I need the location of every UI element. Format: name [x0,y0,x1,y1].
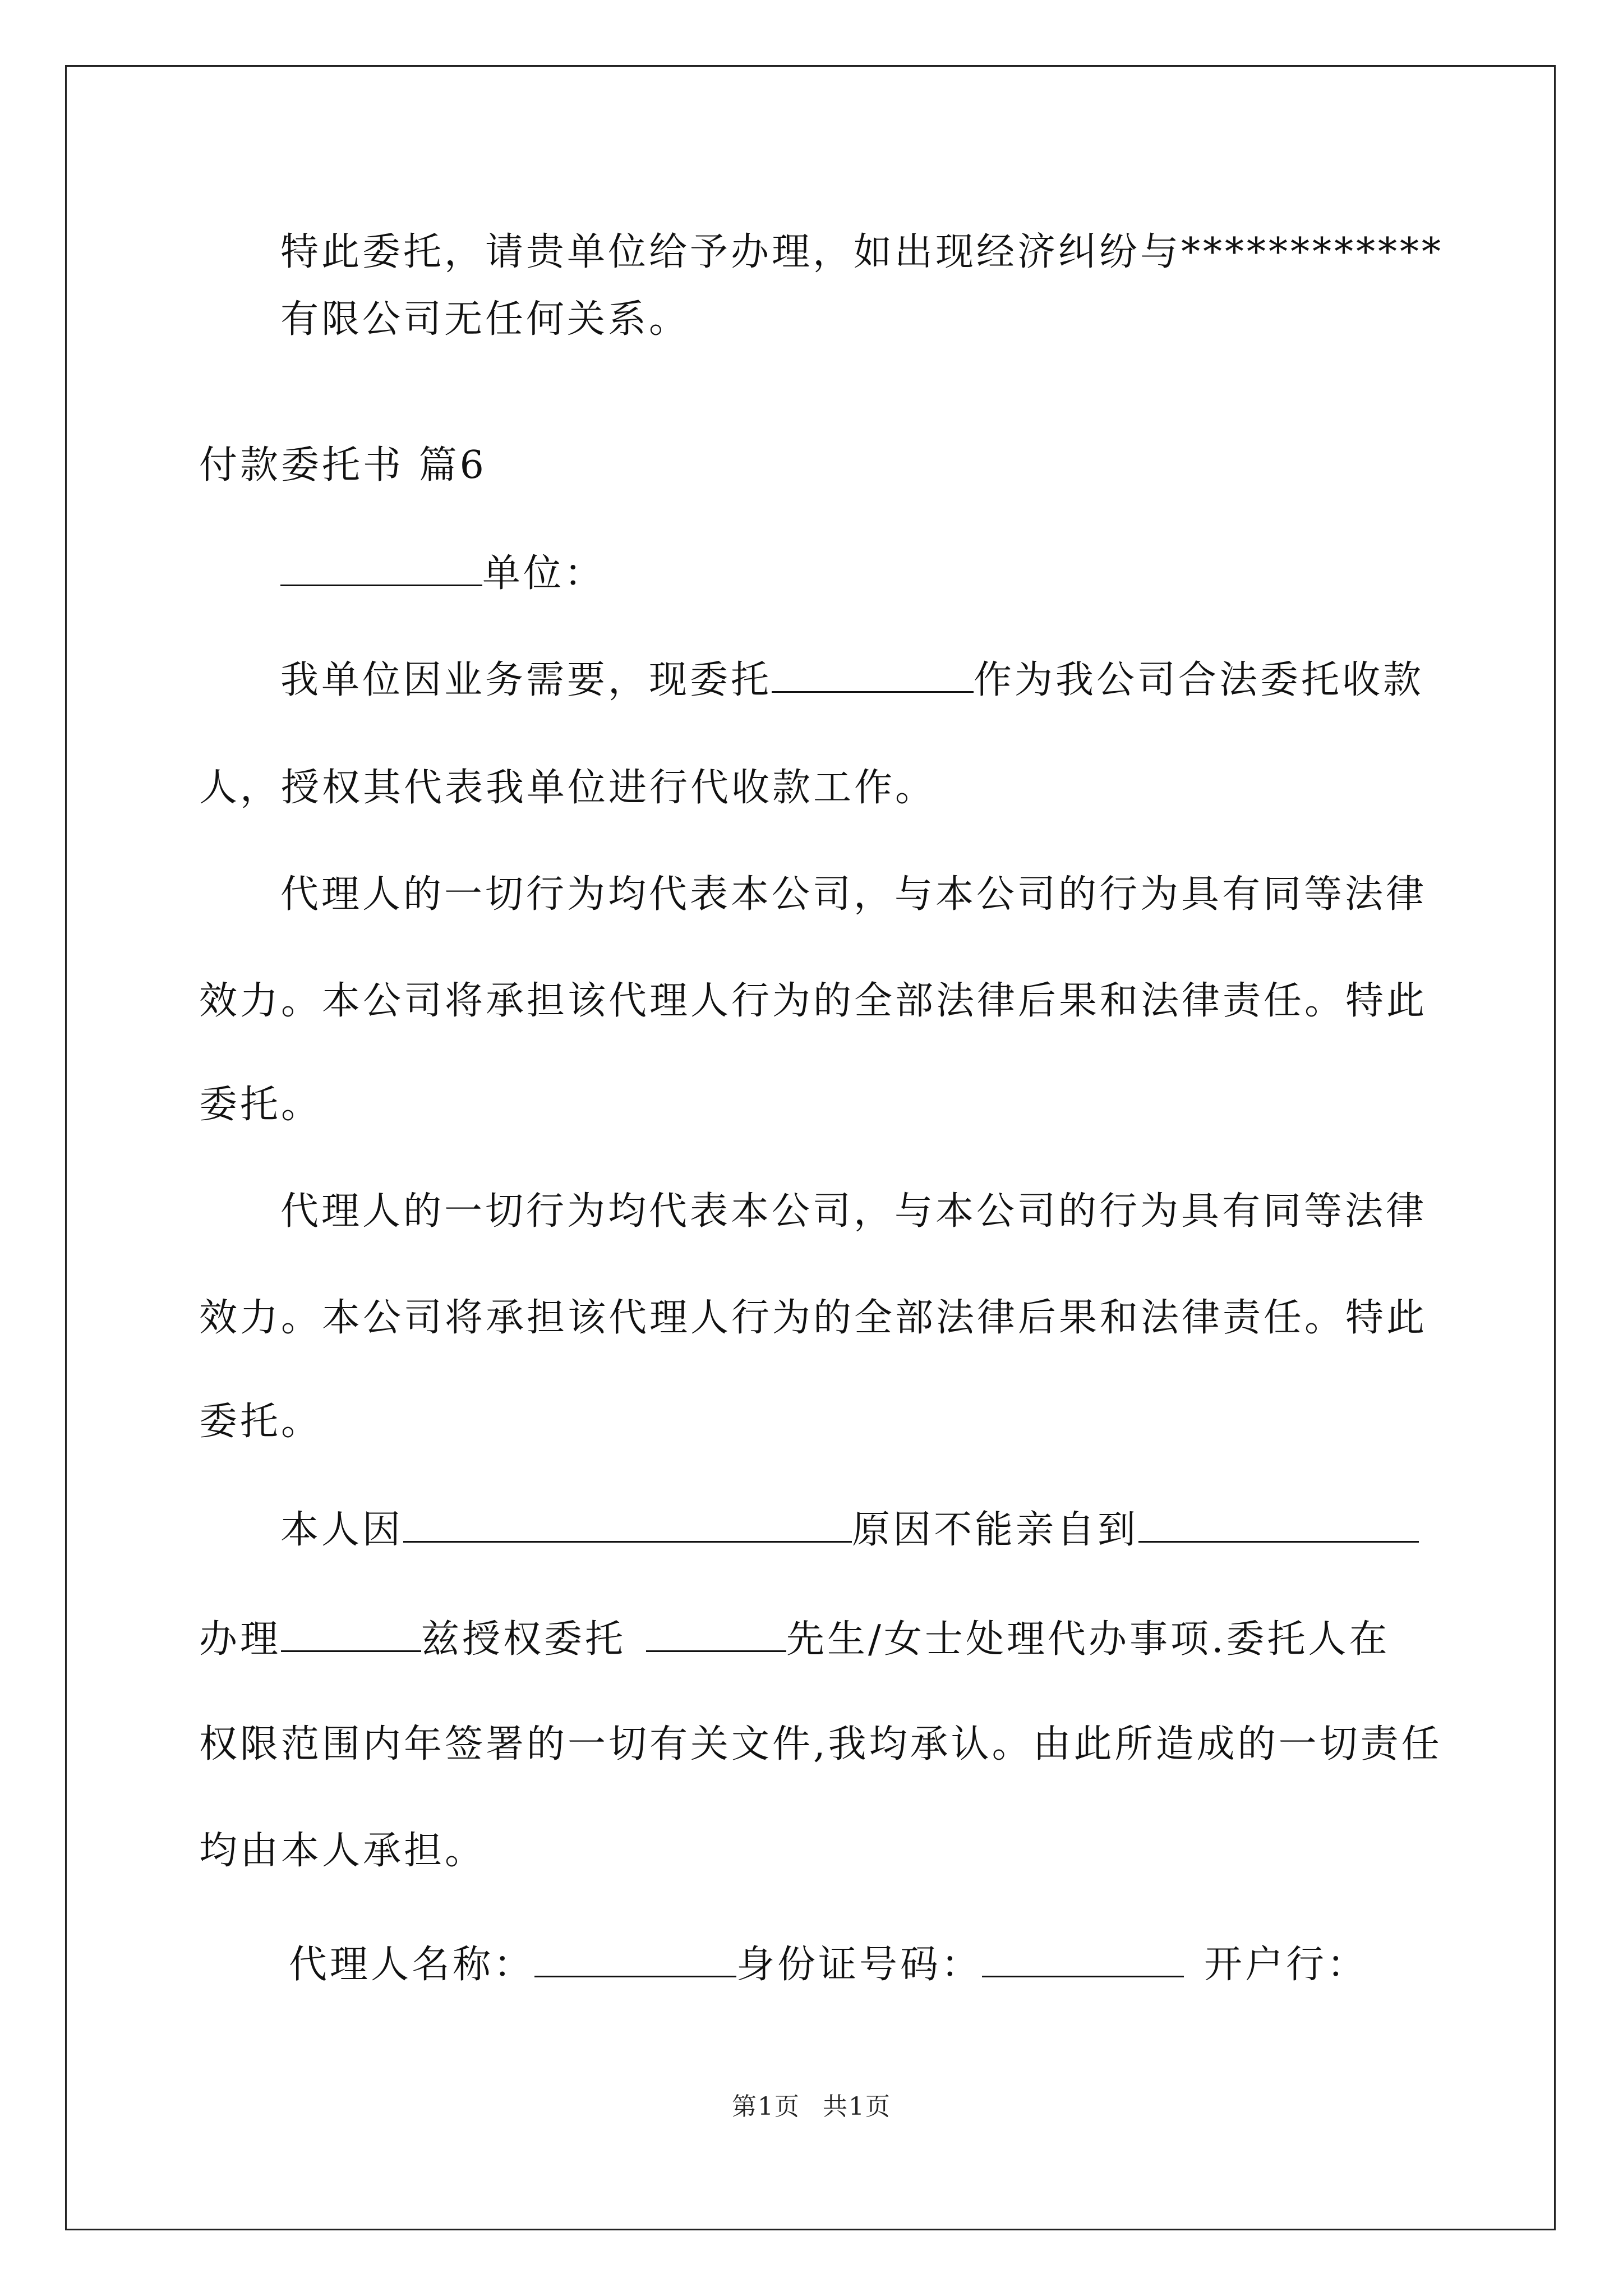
agent-name-field[interactable] [534,1941,736,1977]
paragraph-line-9: 效力。本公司将承担该代理人行为的全部法律后果和法律责任。特此 [199,1296,1428,1340]
id-number-field[interactable] [982,1941,1184,1977]
paragraph-line-6: 效力。本公司将承担该代理人行为的全部法律后果和法律责任。特此 [199,979,1428,1023]
paragraph-line-7: 委托。 [199,1083,322,1127]
paragraph-line-2: 有限公司无任何关系。 [280,297,690,342]
reason-blank[interactable] [403,1506,852,1543]
page-frame [65,65,1556,2230]
agent-info-line: 代理人名称： 身份证号码： 开户行： [289,1941,1368,1987]
location-blank[interactable] [1138,1506,1419,1543]
page-total: 共1页 [823,2092,891,2121]
page-number: 第1页 [732,2092,800,2121]
paragraph-line-10: 委托。 [199,1400,322,1444]
section-heading: 付款委托书 篇6 [199,443,487,487]
paragraph-line-8: 代理人的一切行为均代表本公司，与本公司的行为具有同等法律 [280,1189,1427,1234]
paragraph-line-14: 均由本人承担。 [199,1829,486,1873]
paragraph-line-3: 我单位因业务需要，现委托 作为我公司合法委托收款 [280,656,1424,703]
agent-name-blank[interactable] [772,656,974,693]
addressee-line: 单位： [280,550,605,596]
paragraph-line-13: 权限范围内年签署的一切有关文件,我均承认。由此所造成的一切责任 [199,1722,1442,1766]
page-footer [0,2092,1623,2122]
paragraph-line-1: 特此委托，请贵单位给予办理，如出现经济纠纷与************ [280,230,1444,274]
paragraph-line-5: 代理人的一切行为均代表本公司，与本公司的行为具有同等法律 [280,872,1427,917]
matter-blank[interactable] [281,1616,421,1652]
paragraph-line-4: 人，授权其代表我单位进行代收款工作。 [199,766,937,810]
proxy-name-blank[interactable] [646,1616,786,1652]
addressee-blank[interactable] [280,550,482,586]
paragraph-line-11: 本人因 原因不能亲自到 [280,1506,1419,1553]
paragraph-line-12: 办理 兹授权委托 先生/女士处理代办事项.委托人在 [199,1616,1390,1662]
